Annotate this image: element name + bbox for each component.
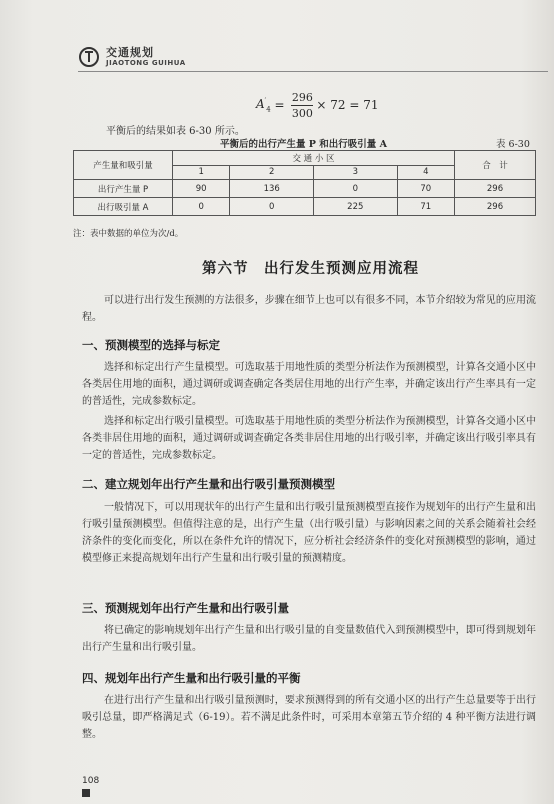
page-corner-mark [82,789,90,797]
subsection-heading-2: 二、建立规划年出行产生量和出行吸引量预测模型 [82,477,335,491]
zone-cell: 3 [313,165,397,180]
balance-formula: $A'_4$ = $\frac{296}{300}$ × 72 = 71 [256,90,379,120]
table-row [74,180,536,198]
header-rule [78,71,548,72]
table-number: 表 6-30 [496,139,530,150]
formula-denominator: 300 [291,106,313,120]
table-cell: 225 [313,198,397,216]
formula-lhs: $A'_4$ [256,96,271,114]
brand-name: 交通规划 [106,46,154,59]
row-label: 出行吸引量 A [74,198,173,216]
formula-rest: × 72 = 71 [316,98,379,112]
table-cell: 70 [397,180,454,198]
subsection-heading-4: 四、规划年出行产生量和出行吸引量的平衡 [82,671,301,685]
table-cell: 71 [397,198,454,216]
paragraph: 将已确定的影响规划年出行产生量和出行吸引量的自变量数值代入到预测模型中，即可得到规划年出行产生量和出行吸引量。 [82,625,536,653]
table-cell-total: 296 [455,198,536,216]
balanced-trip-table [73,150,536,216]
table-cell: 0 [173,198,230,216]
result-sentence: 平衡后的结果如表 6-30 所示。 [106,126,245,137]
page-number: 108 [82,776,100,786]
row-header-cell: 产生量和吸引量 [74,151,173,180]
paragraph: 在进行出行产生量和出行吸引量预测时，要求预测得到的所有交通小区的出行产生总量要等于出行吸引总量，即严格满足式（6-19）。若不满足此条件时，可采用本章第五节介绍的 4 种平衡方法进行调整。 [82,695,536,740]
paragraph: 选择和标定出行产生量模型。可选取基于用地性质的类型分析法作为预测模型，计算各交通小区中各类居住用地的面积，通过调研或调查确定各类居住用地的出行产生率，并确定该出行产生率具有一定的普适性，完成参数标定。 [82,362,536,407]
table-cell: 0 [230,198,314,216]
table-row [74,198,536,216]
logo-icon [78,46,100,68]
formula-numerator: 296 [291,90,313,104]
zone-cell: 1 [173,165,230,180]
zone-header-cell: 交 通 小 区 [173,151,455,166]
formula-fraction [291,91,313,120]
table-cell: 90 [173,180,230,198]
row-label: 出行产生量 P [74,180,173,198]
paragraph: 选择和标定出行吸引量模型。可选取基于用地性质的类型分析法作为预测模型，计算各交通小区中各类非居住用地的面积，通过调研或调查确定各类非居住用地的出行吸引率，并确定该出行吸引率具有一定的普适性，完成参数标定。 [82,416,536,461]
intro-paragraph: 可以进行出行发生预测的方法很多，步骤在细节上也可以有很多不同，本节介绍较为常见的应用流程。 [82,295,536,323]
paragraph: 一般情况下，可以用现状年的出行产生量和出行吸引量预测模型直接作为规划年的出行产生量和出行吸引量预测模型。但值得注意的是，出行产生量（出行吸引量）与影响因素之间的关系会随着社会经济条件的变化而变化，所以在条件允许的情况下，应分析社会经济条件的变化对预测模型的影响，通过模型修正来提高规划年出行产生量和出行吸引量的预测精度。 [82,502,536,564]
subsection-heading-1: 一、预测模型的选择与标定 [82,338,220,352]
table-cell: 0 [313,180,397,198]
fraction-bar [291,105,313,106]
table-cell: 136 [230,180,314,198]
table-caption: 平衡后的出行产生量 P 和出行吸引量 A [220,139,387,150]
subsection-heading-3: 三、预测规划年出行产生量和出行吸引量 [82,601,289,615]
running-header [78,44,548,78]
zone-cell: 4 [397,165,454,180]
table-note: 注：表中数据的单位为次/d。 [73,229,184,239]
section-title: 第六节 出行发生预测应用流程 [202,261,419,277]
total-header-cell: 合 计 [455,151,536,180]
brand-name-latin: JIAOTONG GUIHUA [106,59,186,67]
zone-cell: 2 [230,165,314,180]
table-cell-total: 296 [455,180,536,198]
